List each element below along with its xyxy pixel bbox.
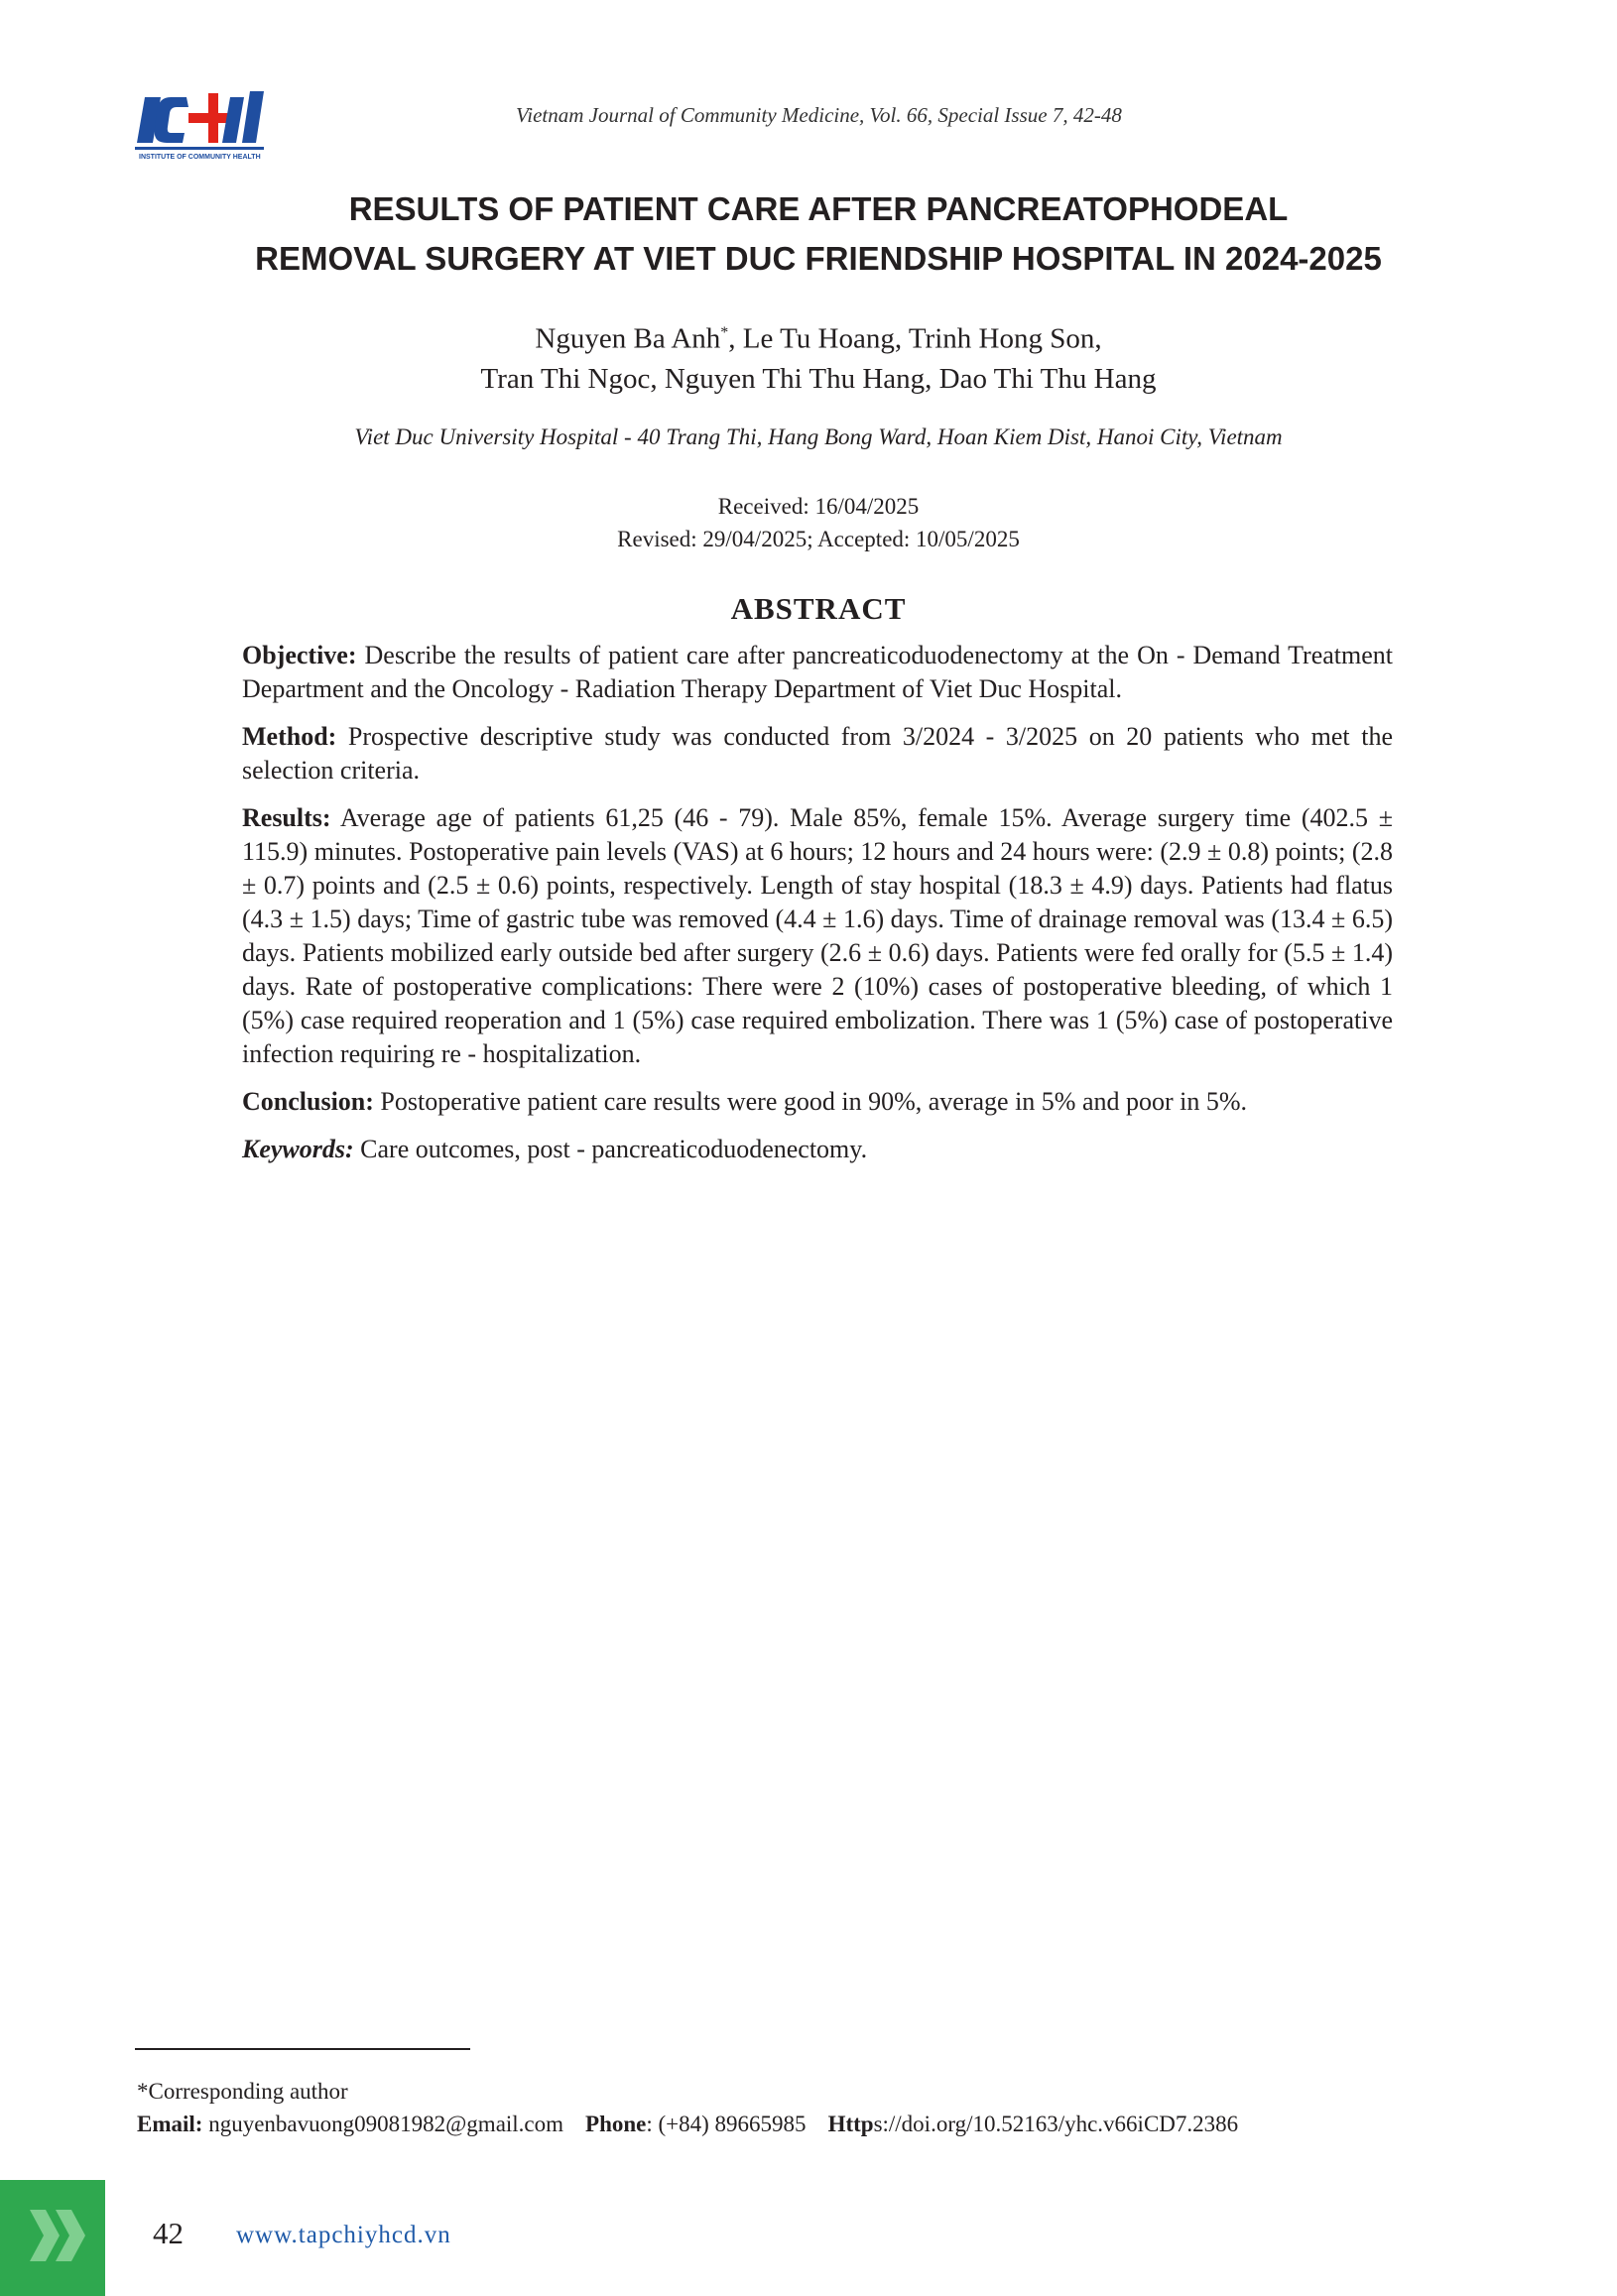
corresponding-author-note: *Corresponding author [137, 2079, 348, 2104]
affiliation: Viet Duc University Hospital - 40 Trang Thi, Hang Bong Ward, Hoan Kiem Dist, Hanoi City, Vietnam [354, 424, 1283, 449]
phone-label: Phone [585, 2112, 647, 2136]
authors-line-2: Tran Thi Ngoc, Nguyen Thi Thu Hang, Dao Thi Thu Hang [480, 362, 1157, 395]
objective-label: Objective: [242, 641, 357, 669]
ich-logo-icon [131, 87, 266, 165]
abstract-body [242, 639, 1393, 1180]
abstract-keywords [242, 1133, 1393, 1166]
phone-value: : (+84) 89665985 [646, 2112, 807, 2136]
method-label: Method: [242, 722, 337, 751]
footnote-divider [135, 2048, 470, 2050]
keywords-text: Care outcomes, post - pancreaticoduodenectomy. [353, 1135, 868, 1163]
journal-logo [131, 87, 266, 165]
received-date: Received: 16/04/2025 [717, 494, 920, 519]
revised-accepted-dates: Revised: 29/04/2025; Accepted: 10/05/2025 [617, 527, 1020, 551]
keywords-label: Keywords: [242, 1135, 354, 1163]
author-list [139, 313, 1498, 399]
page-number: 42 [153, 2216, 184, 2250]
authors-line-1-rest: , Le Tu Hoang, Trinh Hong Son, [728, 322, 1102, 355]
email-value[interactable]: nguyenbavuong09081982@gmail.com [202, 2112, 564, 2136]
abstract-heading: ABSTRACT [730, 591, 907, 626]
journal-website-link[interactable]: www.tapchiyhcd.vn [236, 2222, 451, 2248]
method-text: Prospective descriptive study was conducted from 3/2024 - 3/2025 on 20 patients who met the selection criteria. [242, 722, 1393, 785]
conclusion-label: Conclusion: [242, 1087, 374, 1116]
objective-text: Describe the results of patient care after pancreaticoduodenectomy at the On - Demand Treatment Department and the Oncology - Radiation Therapy Department of Viet Duc Hospital. [242, 641, 1393, 703]
title-line-1: RESULTS OF PATIENT CARE AFTER PANCREATOPHODEAL [348, 190, 1289, 227]
abstract-objective [242, 639, 1393, 706]
doi-label: Http [827, 2112, 874, 2136]
doi-value[interactable]: s://doi.org/10.52163/yhc.v66iCD7.2386 [873, 2112, 1239, 2136]
corresponding-mark: * [720, 324, 729, 341]
footer-color-band [0, 2180, 105, 2296]
conclusion-text: Postoperative patient care results were good in 90%, average in 5% and poor in 5%. [373, 1087, 1248, 1116]
results-label: Results: [242, 803, 331, 832]
title-line-2: REMOVAL SURGERY AT VIET DUC FRIENDSHIP HOSPITAL IN 2024-2025 [255, 240, 1382, 277]
footnote [137, 2075, 1575, 2140]
abstract-method [242, 720, 1393, 787]
paper-title [139, 184, 1498, 284]
svg-text:INSTITUTE OF COMMUNITY HEALTH: INSTITUTE OF COMMUNITY HEALTH [139, 154, 261, 161]
author-first: Nguyen Ba Anh [535, 322, 721, 355]
abstract-results [242, 801, 1393, 1071]
journal-citation: Vietnam Journal of Community Medicine, Vol. 66, Special Issue 7, 42-48 [516, 103, 1122, 127]
results-text: Average age of patients 61,25 (46 - 79). Male 85%, female 15%. Average surgery time (402.5 ± 115.9) minutes. Postoperative pain levels (VAS) at 6 hours; 12 hours and 24 hours were: (2.9 ± 0.8) points; (2.8 ± 0.7) points and (2.5 ± 0.6) points, respectively. Length of stay hospital (18.3 ± 4.9) days. Patients had flatus (4.3 ± 1.5) days; Time of gastric tube was removed (4.4 ± 1.6) days. Time of drainage removal was (13.4 ± 6.5) days. Patients mobilized early outside bed after surgery (2.6 ± 0.6) days. Patients were fed orally for (5.5 ± 1.4) days. Rate of postoperative complications: There were 2 (10%) cases of postoperative bleeding, of which 1 (5%) case required reoperation and 1 (5%) case required embolization. There was 1 (5%) case of postoperative infection requiring re - hospitalization. [242, 803, 1393, 1068]
email-label: Email: [137, 2112, 203, 2136]
contact-line [137, 2108, 1575, 2140]
article-dates [139, 490, 1498, 555]
abstract-conclusion [242, 1085, 1393, 1119]
double-chevron-icon [30, 2210, 89, 2261]
